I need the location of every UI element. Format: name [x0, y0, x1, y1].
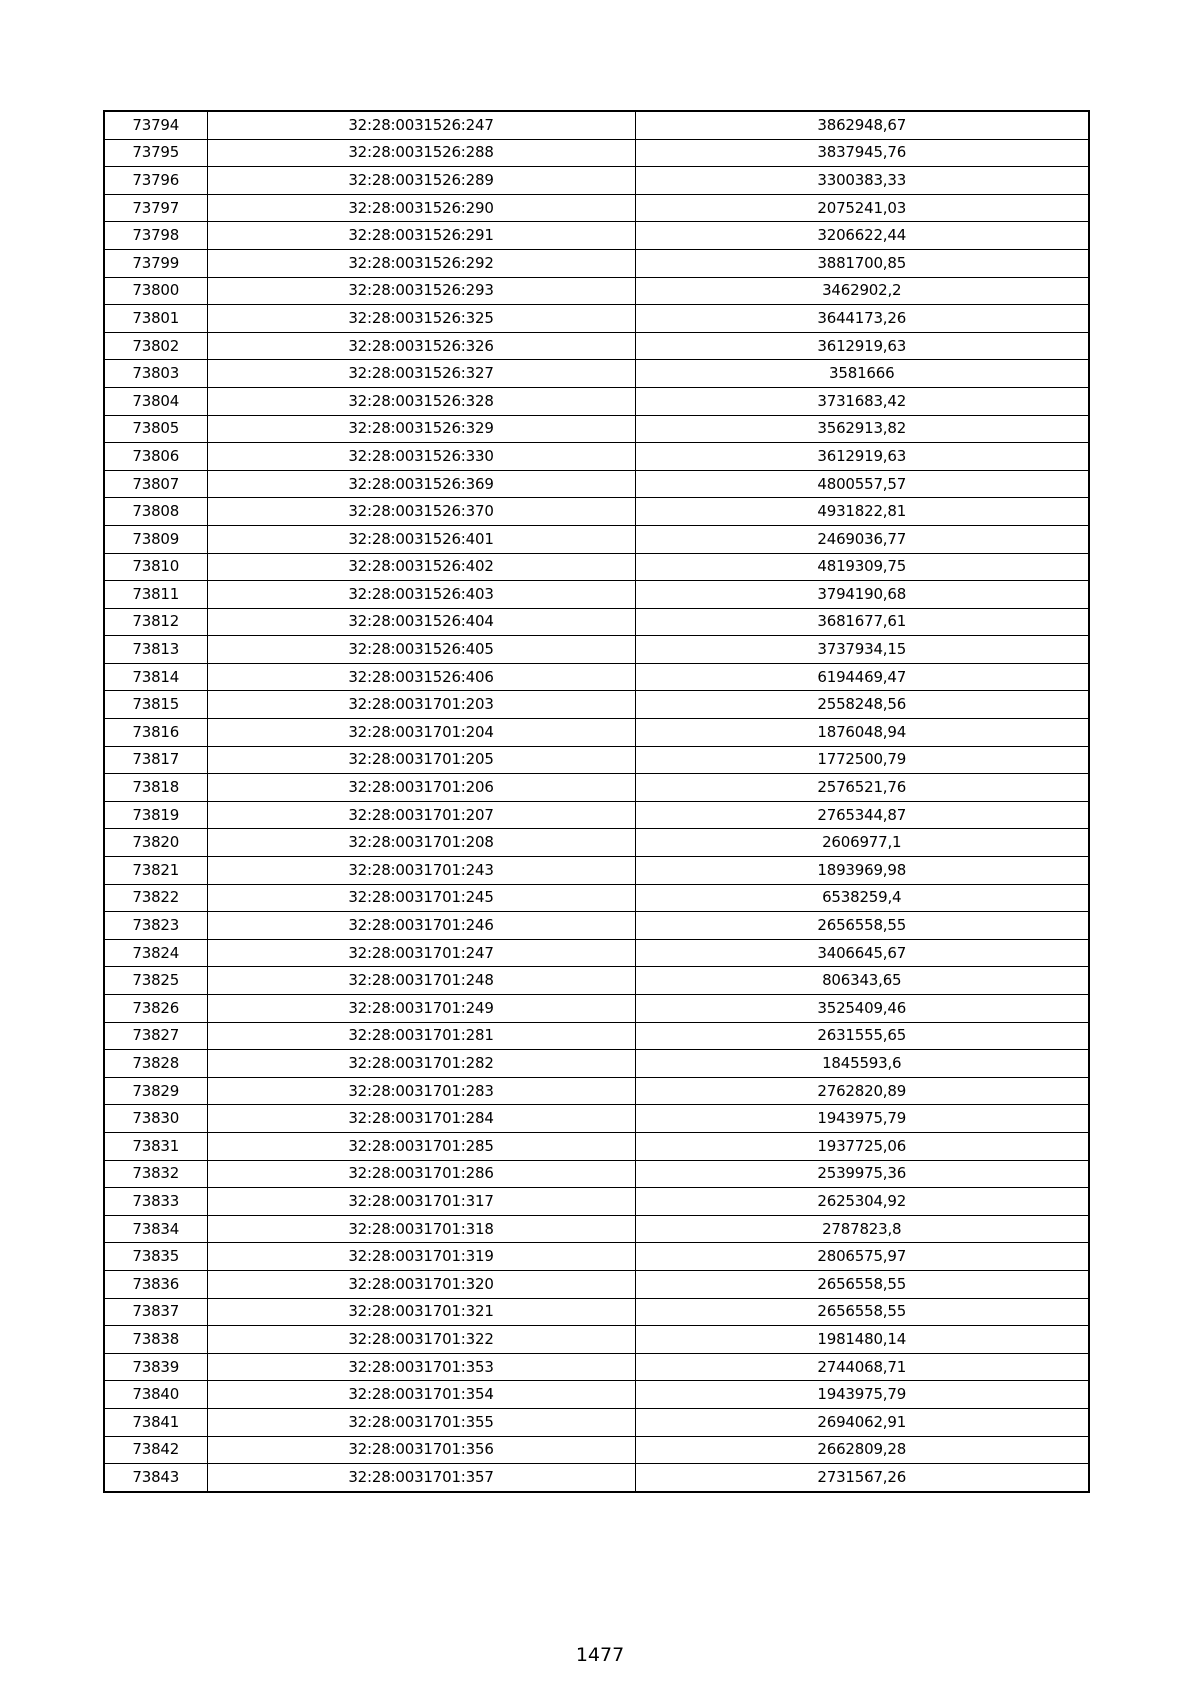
table-row: [104, 111, 1089, 139]
value-cell: 1772500,79: [635, 746, 1089, 774]
row-number-cell: 73808: [104, 498, 207, 526]
row-number-cell: 73833: [104, 1188, 207, 1216]
table-row: [104, 387, 1089, 415]
table-row: [104, 995, 1089, 1023]
cadastral-number-cell: 32:28:0031526:403: [207, 581, 635, 609]
table-row: [104, 608, 1089, 636]
cadastral-number-cell: 32:28:0031701:246: [207, 912, 635, 940]
value-cell: 2656558,55: [635, 1298, 1089, 1326]
row-number-cell: 73804: [104, 387, 207, 415]
cadastral-number-cell: 32:28:0031526:328: [207, 387, 635, 415]
row-number-cell: 73834: [104, 1215, 207, 1243]
cadastral-number-cell: 32:28:0031526:329: [207, 415, 635, 443]
value-cell: 2694062,91: [635, 1408, 1089, 1436]
value-cell: 1937725,06: [635, 1132, 1089, 1160]
value-cell: 2625304,92: [635, 1188, 1089, 1216]
value-cell: 3837945,76: [635, 139, 1089, 167]
table-row: [104, 443, 1089, 471]
row-number-cell: 73824: [104, 939, 207, 967]
value-cell: 1845593,6: [635, 1050, 1089, 1078]
table-row: [104, 801, 1089, 829]
table-row: [104, 912, 1089, 940]
table-row: [104, 1160, 1089, 1188]
cadastral-number-cell: 32:28:0031701:356: [207, 1436, 635, 1464]
cadastral-number-cell: 32:28:0031701:322: [207, 1326, 635, 1354]
value-cell: 2762820,89: [635, 1077, 1089, 1105]
cadastral-number-cell: 32:28:0031701:249: [207, 995, 635, 1023]
cadastral-number-cell: 32:28:0031701:285: [207, 1132, 635, 1160]
table-row: [104, 636, 1089, 664]
table-row: [104, 1022, 1089, 1050]
cadastral-number-cell: 32:28:0031701:282: [207, 1050, 635, 1078]
cadastral-number-cell: 32:28:0031701:207: [207, 801, 635, 829]
cadastral-number-cell: 32:28:0031701:317: [207, 1188, 635, 1216]
cadastral-number-cell: 32:28:0031526:402: [207, 553, 635, 581]
row-number-cell: 73837: [104, 1298, 207, 1326]
row-number-cell: 73817: [104, 746, 207, 774]
cadastral-number-cell: 32:28:0031526:247: [207, 111, 635, 139]
row-number-cell: 73818: [104, 774, 207, 802]
table-row: [104, 1132, 1089, 1160]
row-number-cell: 73841: [104, 1408, 207, 1436]
value-cell: 3737934,15: [635, 636, 1089, 664]
cadastral-number-cell: 32:28:0031526:288: [207, 139, 635, 167]
row-number-cell: 73798: [104, 222, 207, 250]
cadastral-number-cell: 32:28:0031701:208: [207, 829, 635, 857]
row-number-cell: 73836: [104, 1270, 207, 1298]
row-number-cell: 73805: [104, 415, 207, 443]
cadastral-number-cell: 32:28:0031701:203: [207, 691, 635, 719]
cadastral-number-cell: 32:28:0031526:292: [207, 249, 635, 277]
table-row: [104, 1464, 1089, 1492]
cadastral-number-cell: 32:28:0031701:247: [207, 939, 635, 967]
cadastral-number-cell: 32:28:0031701:318: [207, 1215, 635, 1243]
cadastral-number-cell: 32:28:0031701:354: [207, 1381, 635, 1409]
cadastral-number-cell: 32:28:0031526:290: [207, 194, 635, 222]
table-row: [104, 1215, 1089, 1243]
table-row: [104, 1270, 1089, 1298]
value-cell: 2744068,71: [635, 1353, 1089, 1381]
table-body: [104, 111, 1089, 1492]
table-row: [104, 1243, 1089, 1271]
row-number-cell: 73835: [104, 1243, 207, 1271]
value-cell: 3644173,26: [635, 305, 1089, 333]
cadastral-number-cell: 32:28:0031701:320: [207, 1270, 635, 1298]
table-row: [104, 139, 1089, 167]
cadastral-number-cell: 32:28:0031701:283: [207, 1077, 635, 1105]
value-cell: 2606977,1: [635, 829, 1089, 857]
cadastral-number-cell: 32:28:0031526:293: [207, 277, 635, 305]
row-number-cell: 73821: [104, 857, 207, 885]
table-row: [104, 194, 1089, 222]
value-cell: 3612919,63: [635, 332, 1089, 360]
row-number-cell: 73843: [104, 1464, 207, 1492]
table-row: [104, 277, 1089, 305]
row-number-cell: 73803: [104, 360, 207, 388]
value-cell: 3881700,85: [635, 249, 1089, 277]
row-number-cell: 73813: [104, 636, 207, 664]
table-row: [104, 1077, 1089, 1105]
value-cell: 3794190,68: [635, 581, 1089, 609]
value-cell: 4800557,57: [635, 470, 1089, 498]
table-row: [104, 1353, 1089, 1381]
table-row: [104, 719, 1089, 747]
cadastral-number-cell: 32:28:0031701:204: [207, 719, 635, 747]
table-row: [104, 939, 1089, 967]
table-row: [104, 1408, 1089, 1436]
row-number-cell: 73842: [104, 1436, 207, 1464]
table-row: [104, 332, 1089, 360]
row-number-cell: 73807: [104, 470, 207, 498]
table-row: [104, 222, 1089, 250]
value-cell: 4819309,75: [635, 553, 1089, 581]
row-number-cell: 73827: [104, 1022, 207, 1050]
cadastral-number-cell: 32:28:0031701:357: [207, 1464, 635, 1492]
value-cell: 2656558,55: [635, 1270, 1089, 1298]
value-cell: 1893969,98: [635, 857, 1089, 885]
table-row: [104, 1050, 1089, 1078]
row-number-cell: 73809: [104, 525, 207, 553]
row-number-cell: 73839: [104, 1353, 207, 1381]
table-row: [104, 581, 1089, 609]
value-cell: 1981480,14: [635, 1326, 1089, 1354]
cadastral-number-cell: 32:28:0031701:245: [207, 884, 635, 912]
value-cell: 3206622,44: [635, 222, 1089, 250]
table-row: [104, 498, 1089, 526]
row-number-cell: 73820: [104, 829, 207, 857]
cadastral-number-cell: 32:28:0031526:370: [207, 498, 635, 526]
row-number-cell: 73832: [104, 1160, 207, 1188]
row-number-cell: 73801: [104, 305, 207, 333]
row-number-cell: 73799: [104, 249, 207, 277]
table-row: [104, 305, 1089, 333]
value-cell: 2787823,8: [635, 1215, 1089, 1243]
value-cell: 1943975,79: [635, 1381, 1089, 1409]
cadastral-number-cell: 32:28:0031526:291: [207, 222, 635, 250]
row-number-cell: 73823: [104, 912, 207, 940]
cadastral-number-cell: 32:28:0031526:406: [207, 663, 635, 691]
value-cell: 2731567,26: [635, 1464, 1089, 1492]
value-cell: 3406645,67: [635, 939, 1089, 967]
table-row: [104, 1436, 1089, 1464]
cadastral-number-cell: 32:28:0031701:248: [207, 967, 635, 995]
cadastral-number-cell: 32:28:0031701:206: [207, 774, 635, 802]
value-cell: 2656558,55: [635, 912, 1089, 940]
cadastral-number-cell: 32:28:0031701:355: [207, 1408, 635, 1436]
row-number-cell: 73797: [104, 194, 207, 222]
cadastral-number-cell: 32:28:0031701:243: [207, 857, 635, 885]
row-number-cell: 73816: [104, 719, 207, 747]
row-number-cell: 73815: [104, 691, 207, 719]
table-row: [104, 1326, 1089, 1354]
table-row: [104, 663, 1089, 691]
cadastral-number-cell: 32:28:0031526:401: [207, 525, 635, 553]
table-row: [104, 967, 1089, 995]
value-cell: 2539975,36: [635, 1160, 1089, 1188]
value-cell: 2469036,77: [635, 525, 1089, 553]
row-number-cell: 73831: [104, 1132, 207, 1160]
value-cell: 3681677,61: [635, 608, 1089, 636]
value-cell: 806343,65: [635, 967, 1089, 995]
value-cell: 3731683,42: [635, 387, 1089, 415]
row-number-cell: 73811: [104, 581, 207, 609]
value-cell: 2576521,76: [635, 774, 1089, 802]
cadastral-number-cell: 32:28:0031526:289: [207, 167, 635, 195]
page-number: 1477: [575, 1644, 625, 1666]
cadastral-number-cell: 32:28:0031701:319: [207, 1243, 635, 1271]
value-cell: 3612919,63: [635, 443, 1089, 471]
cadastral-table: [103, 110, 1090, 1493]
cadastral-number-cell: 32:28:0031526:325: [207, 305, 635, 333]
value-cell: 1876048,94: [635, 719, 1089, 747]
table-row: [104, 415, 1089, 443]
cadastral-number-cell: 32:28:0031526:405: [207, 636, 635, 664]
value-cell: 3581666: [635, 360, 1089, 388]
cadastral-number-cell: 32:28:0031526:326: [207, 332, 635, 360]
table-row: [104, 774, 1089, 802]
row-number-cell: 73795: [104, 139, 207, 167]
table-row: [104, 553, 1089, 581]
cadastral-number-cell: 32:28:0031701:353: [207, 1353, 635, 1381]
table-row: [104, 1298, 1089, 1326]
row-number-cell: 73838: [104, 1326, 207, 1354]
table-row: [104, 1105, 1089, 1133]
cadastral-number-cell: 32:28:0031526:404: [207, 608, 635, 636]
row-number-cell: 73819: [104, 801, 207, 829]
table-row: [104, 857, 1089, 885]
cadastral-number-cell: 32:28:0031526:330: [207, 443, 635, 471]
table-row: [104, 884, 1089, 912]
row-number-cell: 73822: [104, 884, 207, 912]
value-cell: 3300383,33: [635, 167, 1089, 195]
row-number-cell: 73812: [104, 608, 207, 636]
value-cell: 1943975,79: [635, 1105, 1089, 1133]
value-cell: 2765344,87: [635, 801, 1089, 829]
row-number-cell: 73828: [104, 1050, 207, 1078]
value-cell: 2075241,03: [635, 194, 1089, 222]
table-row: [104, 691, 1089, 719]
row-number-cell: 73810: [104, 553, 207, 581]
row-number-cell: 73802: [104, 332, 207, 360]
cadastral-number-cell: 32:28:0031526:327: [207, 360, 635, 388]
row-number-cell: 73830: [104, 1105, 207, 1133]
table-row: [104, 1188, 1089, 1216]
value-cell: 6538259,4: [635, 884, 1089, 912]
table-row: [104, 360, 1089, 388]
value-cell: 3525409,46: [635, 995, 1089, 1023]
cadastral-number-cell: 32:28:0031701:205: [207, 746, 635, 774]
table-row: [104, 746, 1089, 774]
value-cell: 2631555,65: [635, 1022, 1089, 1050]
table-row: [104, 829, 1089, 857]
value-cell: 3562913,82: [635, 415, 1089, 443]
value-cell: 2806575,97: [635, 1243, 1089, 1271]
cadastral-number-cell: 32:28:0031701:281: [207, 1022, 635, 1050]
value-cell: 6194469,47: [635, 663, 1089, 691]
value-cell: 2662809,28: [635, 1436, 1089, 1464]
row-number-cell: 73814: [104, 663, 207, 691]
value-cell: 4931822,81: [635, 498, 1089, 526]
table-row: [104, 167, 1089, 195]
row-number-cell: 73829: [104, 1077, 207, 1105]
cadastral-number-cell: 32:28:0031701:321: [207, 1298, 635, 1326]
table-row: [104, 1381, 1089, 1409]
row-number-cell: 73806: [104, 443, 207, 471]
cadastral-number-cell: 32:28:0031701:286: [207, 1160, 635, 1188]
value-cell: 3462902,2: [635, 277, 1089, 305]
value-cell: 3862948,67: [635, 111, 1089, 139]
row-number-cell: 73825: [104, 967, 207, 995]
row-number-cell: 73826: [104, 995, 207, 1023]
row-number-cell: 73800: [104, 277, 207, 305]
table-row: [104, 249, 1089, 277]
row-number-cell: 73794: [104, 111, 207, 139]
table-row: [104, 470, 1089, 498]
row-number-cell: 73840: [104, 1381, 207, 1409]
value-cell: 2558248,56: [635, 691, 1089, 719]
cadastral-number-cell: 32:28:0031526:369: [207, 470, 635, 498]
table-row: [104, 525, 1089, 553]
row-number-cell: 73796: [104, 167, 207, 195]
cadastral-number-cell: 32:28:0031701:284: [207, 1105, 635, 1133]
